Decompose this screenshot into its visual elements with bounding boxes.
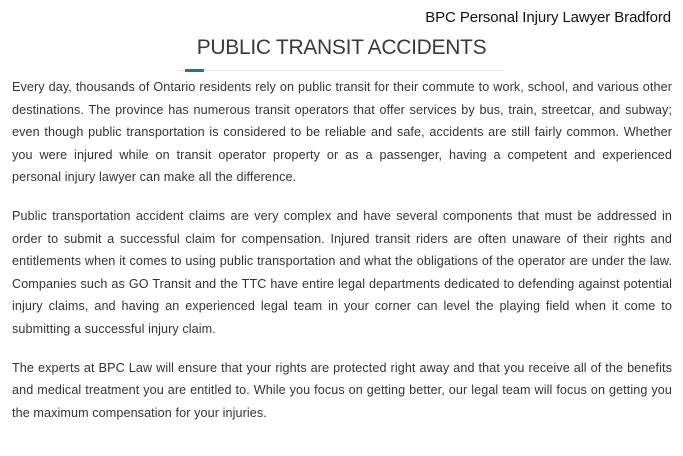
article-paragraph-2: Public transportation accident claims are very complex and have several components that must be addressed in order to submit a successful claim for compensation. Injured transit riders are often unaware of their rights and entitlements when it comes to using public transportation and what the obligations of the operator are under the law. Companies such as GO Transit and the TTC have entire legal departments dedicated to defending against potential injury claims, and having an experienced legal team in your corner can level the playing field when it come to submitting a successful injury claim.: [12, 208, 672, 336]
article-body: [12, 76, 672, 440]
article-paragraph-1: Every day, thousands of Ontario residents rely on public transit for their commute to work, school, and various other destinations. The province has numerous transit operators that offer services by bus, train, streetcar, and subway; even though public transportation is considered to be reliable and safe, accidents are still fairly common. Whether you were injured while on transit operator property or as a passenger, having a competent and experienced personal injury lawyer can make all the difference.: [12, 80, 672, 185]
title-accent-bar: [185, 69, 204, 72]
article-paragraph-3: The experts at BPC Law will ensure that your rights are protected right away and that you receive all of the benefits and medical treatment you are entitled to. While you focus on getting better, our legal team will focus on getting you the maximum compensation for your injuries.: [12, 360, 672, 420]
title-divider: [178, 70, 504, 71]
page-title: PUBLIC TRANSIT ACCIDENTS: [196, 36, 487, 59]
site-brand[interactable]: BPC Personal Injury Lawyer Bradford: [425, 9, 671, 26]
